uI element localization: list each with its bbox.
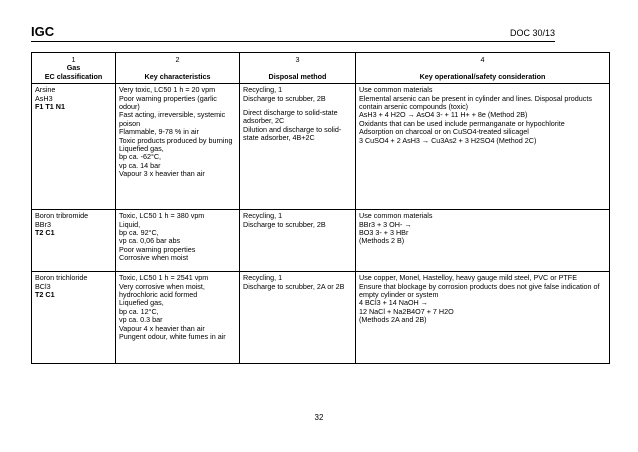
safety-cell: Use common materials Elemental arsenic can be present in cylinder and lines. Disposal products contain arsenic compounds (toxic) AsH3 + 4 H2O → AsO4 3- + 11 H+ + 8e (Method 2B) Oxidants that can be used include permanganate or hypochlorite Adsorption on charcoal or on CuSO4-treated silicagel 3 CuSO4 + 2 AsH3 → Cu3As2 + 3 H2SO4 (Method 2C) bbox=[356, 84, 610, 210]
page-number: 32 bbox=[314, 413, 324, 422]
disposal-cell: Recycling, 1 Discharge to scrubber, 2B Direct discharge to solid-state adsorber, 2C Dilution and discharge to solid-state adsorber, 4B+2C bbox=[240, 84, 356, 210]
table-row bbox=[32, 272, 610, 364]
col-header-3: 3 Disposal method bbox=[240, 53, 356, 84]
gas-disposal-table bbox=[31, 52, 610, 364]
safety-cell: Use common materials BBr3 + 3 OH- → BO3 3- + 3 HBr (Methods 2 B) bbox=[356, 210, 610, 272]
disposal-cell: Recycling, 1 Discharge to scrubber, 2B bbox=[240, 210, 356, 272]
table-header-row bbox=[32, 53, 610, 84]
gas-cell: Arsine AsH3 F1 T1 N1 bbox=[32, 84, 116, 210]
characteristics-cell: Toxic, LC50 1 h = 2541 vpm Very corrosive when moist, hydrochloric acid formed Liquefied gas, bp ca. 12°C, vp ca. 0.3 bar Vapour 4 x heavier than air Pungent odour, white fumes in air bbox=[116, 272, 240, 364]
table-row bbox=[32, 84, 610, 210]
gas-cell: Boron tribromide BBr3 T2 C1 bbox=[32, 210, 116, 272]
col-header-2: 2 Key characteristics bbox=[116, 53, 240, 84]
characteristics-cell: Very toxic, LC50 1 h = 20 vpm Poor warning properties (garlic odour) Fast acting, irreversible, systemic poison Flammable, 9-78 % in air Toxic products produced by burning Liquefied gas, bp ca. -62°C, vp ca. 14 bar Vapour 3 x heavier than air bbox=[116, 84, 240, 210]
col-header-1: 1 Gas EC classification bbox=[32, 53, 116, 84]
disposal-cell: Recycling, 1 Discharge to scrubber, 2A or 2B bbox=[240, 272, 356, 364]
header-rule bbox=[31, 41, 555, 42]
characteristics-cell: Toxic, LC50 1 h = 380 vpm Liquid, bp ca. 92°C, vp ca. 0,06 bar abs Poor warning properties Corrosive when moist bbox=[116, 210, 240, 272]
col-header-4: 4 Key operational/safety consideration bbox=[356, 53, 610, 84]
doc-org-title: IGC bbox=[31, 24, 55, 39]
gas-cell: Boron trichloride BCl3 T2 C1 bbox=[32, 272, 116, 364]
doc-number: DOC 30/13 bbox=[509, 28, 555, 38]
table-row bbox=[32, 210, 610, 272]
safety-cell: Use copper, Monel, Hastelloy, heavy gauge mild steel, PVC or PTFE Ensure that blockage by corrosion products does not give false indication of empty cylinder or system 4 BCl3 + 14 NaOH → 12 NaCl + Na2B4O7 + 7 H2O (Methods 2A and 2B) bbox=[356, 272, 610, 364]
